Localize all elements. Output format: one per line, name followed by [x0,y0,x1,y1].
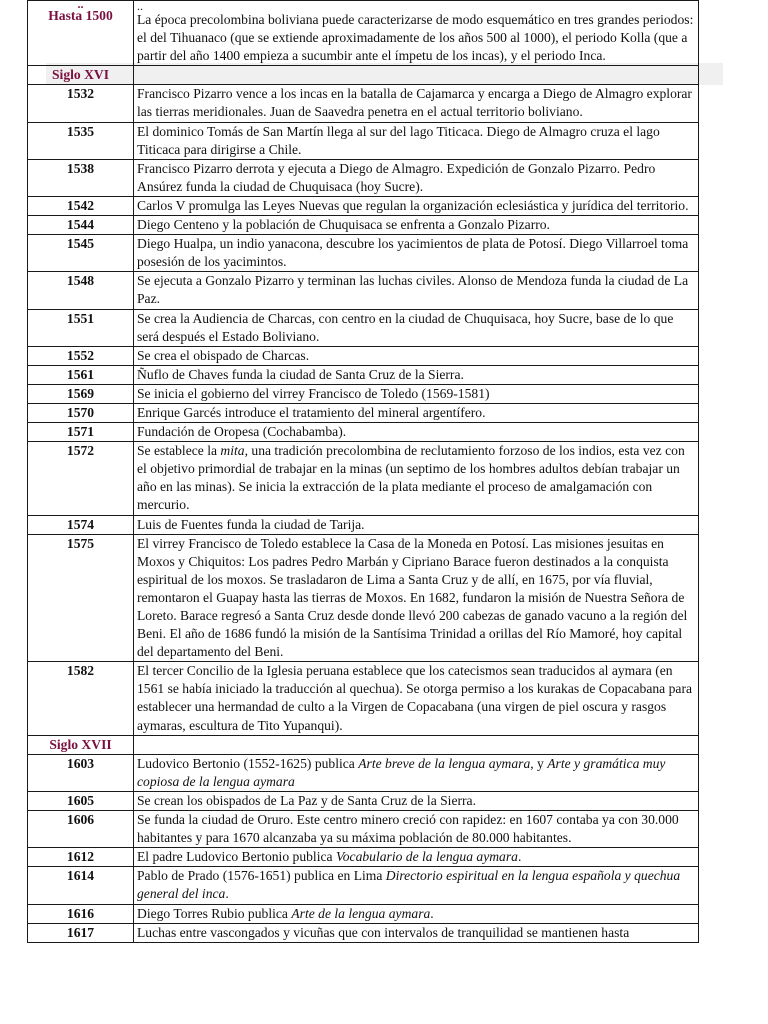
event-cell [134,159,699,196]
year-cell [28,216,134,235]
event-text: Luis de Fuentes funda la ciudad de Tarija. [137,516,365,532]
year-label: 1535 [66,123,95,139]
year-label: 1574 [66,516,95,532]
timeline-row [28,272,699,309]
event-text: , una tradición precolombina de reclutamiento forzoso de los indios, esta vez con el objetivo primordial de trabajar en la minas (un septimo de los hombres adultos debían trabajar un año en las minas). Se inicia la extracción de la plata mediante el proceso de amalgamación con mercurio. [137,443,685,513]
event-cell [134,1,699,66]
year-cell [28,754,134,791]
timeline-row [28,216,699,235]
event-text: La época precolombina boliviana puede caracterizarse de modo esquemático en tres grandes periodos: el del Tihuanaco (que se extiende aproximadamente de los años 500 al 1000), el periodo Kolla (que a partir del año 1400 empieza a sucumbir ante el ímpetu de los incas), y el periodo Inca. [137,12,694,64]
year-label: 1571 [66,424,95,440]
event-cell [134,216,699,235]
event-cell [134,365,699,384]
event-text: Carlos V promulga las Leyes Nuevas que regulan la organización eclesiástica y jurídica del territorio. [137,197,689,213]
event-text: Diego Centeno y la población de Chuquisaca se enfrenta a Gonzalo Pizarro. [137,217,550,233]
timeline-row [28,534,699,662]
event-cell [134,66,699,85]
year-cell [28,923,134,942]
timeline-row [28,85,699,122]
event-cell [134,423,699,442]
timeline-row [28,346,699,365]
century-heading: Siglo XVII [49,736,112,752]
timeline-row [28,235,699,272]
event-cell [134,811,699,848]
event-cell [134,235,699,272]
event-cell [134,534,699,662]
year-cell [28,423,134,442]
book-title-text: Directorio espiritual en la lengua española y quechua general del inca [137,868,681,902]
timeline-row [28,848,699,867]
timeline-row [28,196,699,215]
event-cell [134,848,699,867]
year-cell [28,904,134,923]
event-text: El padre Ludovico Bertonio publica [137,849,336,865]
event-text: Se ejecuta a Gonzalo Pizarro y terminan las luchas civiles. Alonso de Mendoza funda la ciudad de La Paz. [137,273,689,307]
book-title-text: Vocabulario de la lengua aymara [335,849,518,865]
year-label: 1532 [66,86,95,102]
year-cell [28,662,134,735]
event-cell [134,403,699,422]
event-text: El dominico Tomás de San Martín llega al sur del lago Titicaca. Diego de Almagro cruza el lago Titicaca para dirigirse a Chile. [137,123,660,157]
event-text: Enrique Garcés introduce el tratamiento del mineral argentífero. [137,404,486,420]
year-label: 1605 [66,792,95,808]
chronology-table [27,0,699,943]
year-cell [28,309,134,346]
event-text: El virrey Francisco de Toledo establece la Casa de la Moneda en Potosí. Las misiones jesuitas en Moxos y Chiquitos: Los padres Pedro Marbán y Cipriano Barace fueron destinados a la conquista espiritual de los moxos. Se trasladaron de Lima a Santa Cruz y de allí, en 1675, por vía fluvial, remontaron el Guapay hasta las tierras de Moxos. En 1682, fundaron la misión de Nuestra Señora de Loreto. Barace regresó a Santa Cruz desde donde llevó 200 cabezas de ganado vacuno a la región del Beni. El año de 1686 fundó la misión de la Santísima Trinidad a orillas del Río Mamoré, hoy capital del departamento del Beni. [137,535,688,660]
timeline-row [28,1,699,66]
year-label: 1570 [66,404,95,420]
year-cell [28,196,134,215]
event-text: Se inicia el gobierno del virrey Francisco de Toledo (1569-1581) [137,385,490,401]
event-text: Se funda la ciudad de Oruro. Este centro minero creció con rapidez: en 1607 contaba ya con 30.000 habitantes y para 1670 alcanzaba ya su máxima población de 80.000 habitantes. [137,812,679,846]
event-text: El tercer Concilio de la Iglesia peruana establece que los catecismos sean traducidos al aymara (en 1561 se había iniciado la traducción al quechua). Se otorga permiso a los kurakas de Copacabana para establecer una hermandad de culto a la Virgen de Copacabana (una virgen de piel oscura y rasgos aymaras, escultura de Tito Yupanqui). [137,663,693,733]
year-cell [28,811,134,848]
year-label: 1538 [66,160,95,176]
timeline-row [28,923,699,942]
timeline-row [28,442,699,515]
year-label: 1544 [66,217,95,233]
event-text: Se crea la Audiencia de Charcas, con centro en la ciudad de Chuquisaca, hoy Sucre, base de lo que será después el Estado Boliviano. [137,310,674,344]
timeline-row [28,867,699,904]
book-title-text: mita [220,443,245,459]
year-cell [28,272,134,309]
timeline-row [28,309,699,346]
event-text: Se establece la [137,443,221,459]
event-cell [134,272,699,309]
timeline-row [28,662,699,735]
timeline-row [28,423,699,442]
year-cell [28,442,134,515]
event-cell [134,384,699,403]
year-cell [28,791,134,810]
event-cell [134,735,699,754]
year-label: Hasta 1500 [48,8,113,23]
century-heading: Siglo XVI [51,67,110,83]
timeline-row [28,515,699,534]
year-label: 1614 [66,868,95,884]
event-text: Se crea el obispado de Charcas. [137,347,310,363]
ellipsis-marker: .. [137,0,143,13]
event-cell [134,346,699,365]
event-cell [134,791,699,810]
timeline-row [28,365,699,384]
event-text: Pablo de Prado (1576-1651) publica en Lima [137,868,386,884]
event-text: Diego Hualpa, un indio yanacona, descubre los yacimientos de plata de Potosí. Diego Villarroel toma posesión de los yacimintos. [137,236,689,270]
year-label: 1552 [66,347,95,363]
year-cell [28,534,134,662]
year-cell [28,346,134,365]
event-text: Diego Torres Rubio publica [137,905,292,921]
timeline-row [28,159,699,196]
year-label: 1612 [66,849,95,865]
year-cell [28,384,134,403]
event-cell [134,904,699,923]
event-text: Se crean los obispados de La Paz y de Santa Cruz de la Sierra. [137,792,476,808]
year-cell [28,403,134,422]
century-section-row [28,66,699,85]
year-label: 1545 [66,236,95,252]
year-label: 1575 [66,535,95,551]
event-cell [134,515,699,534]
ellipsis-marker: .. [77,0,84,11]
event-cell [134,122,699,159]
year-label: 1582 [66,663,95,679]
event-cell [134,309,699,346]
event-cell [134,442,699,515]
event-text: Ñuflo de Chaves funda la ciudad de Santa Cruz de la Sierra. [137,366,464,382]
century-section-row [28,735,699,754]
event-text: . [225,886,229,902]
year-cell [28,122,134,159]
event-text: Francisco Pizarro derrota y ejecuta a Diego de Almagro. Expedición de Gonzalo Pizarro. Pedro Ansúrez funda la ciudad de Chuquisaca (hoy Sucre). [137,160,656,194]
event-cell [134,662,699,735]
year-label: 1617 [66,924,95,940]
year-label: 1572 [66,443,95,459]
book-title-text: Arte y gramática muy copiosa de la lengua aymara [137,755,666,789]
event-cell [134,867,699,904]
year-cell [28,66,134,85]
year-cell [28,85,134,122]
year-cell [28,848,134,867]
event-cell [134,85,699,122]
book-title-text: Arte de la lengua aymara [291,905,431,921]
event-text: Luchas entre vascongados y vicuñas que con intervalos de tranquilidad se mantienen hasta [137,924,630,940]
timeline-row [28,384,699,403]
year-label: 1569 [66,385,95,401]
year-cell [28,159,134,196]
year-label: 1603 [66,755,95,771]
event-cell [134,923,699,942]
year-label: 1542 [66,197,95,213]
timeline-row [28,754,699,791]
year-cell [28,515,134,534]
year-label: 1551 [66,310,95,326]
event-text: . [517,849,522,865]
timeline-row [28,904,699,923]
event-cell [134,196,699,215]
timeline-row [28,811,699,848]
year-cell [28,365,134,384]
event-text: , y [530,755,548,771]
event-text: Ludovico Bertonio (1552-1625) publica [137,755,359,771]
year-label: 1548 [66,273,95,289]
timeline-row [28,122,699,159]
event-cell [134,754,699,791]
year-cell [28,867,134,904]
year-label: 1561 [66,366,95,382]
year-cell [28,735,134,754]
event-text: Francisco Pizarro vence a los incas en la batalla de Cajamarca y encarga a Diego de Almagro explorar las tierras meridionales. Juan de Saavedra penetra en el actual territorio boliviano. [137,86,692,120]
year-cell [28,1,134,66]
book-title-text: Arte breve de la lengua aymara [358,755,531,771]
year-label: 1616 [66,905,95,921]
timeline-row [28,403,699,422]
event-text: . [430,905,434,921]
year-cell [28,235,134,272]
timeline-row [28,791,699,810]
event-text: Fundación de Oropesa (Cochabamba). [137,424,347,440]
year-label: 1606 [66,812,95,828]
